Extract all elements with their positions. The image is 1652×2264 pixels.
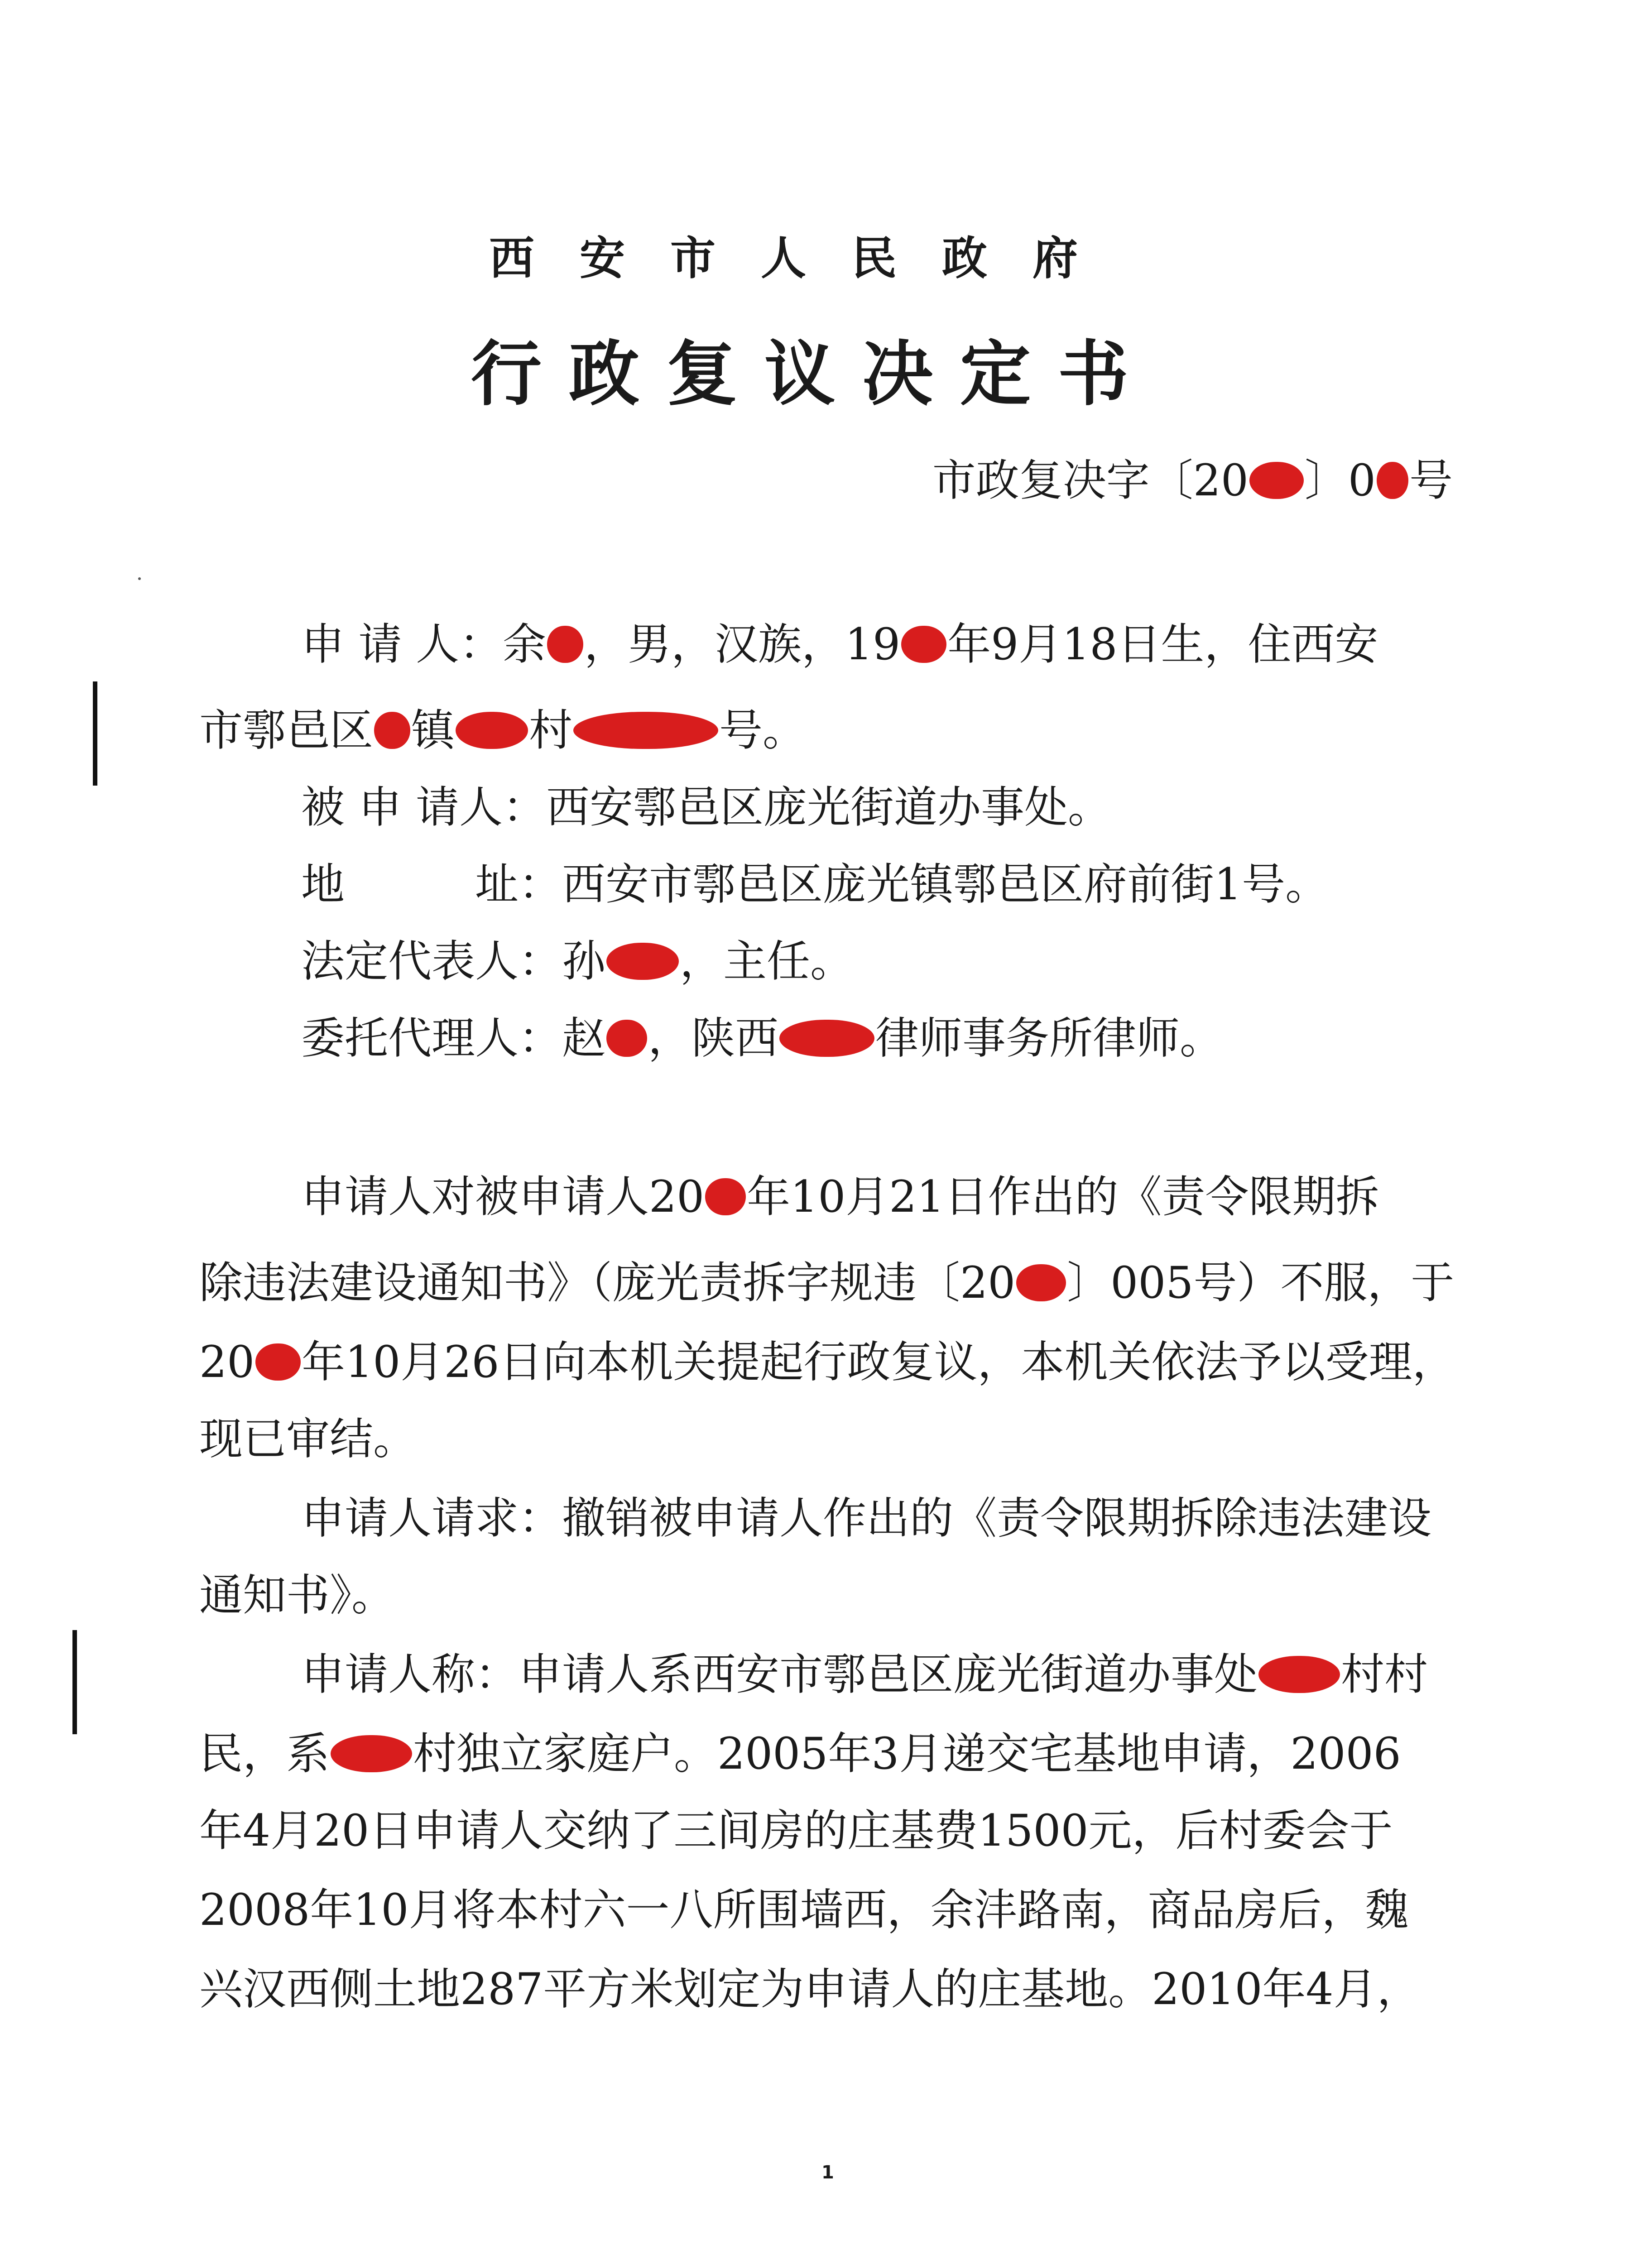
body-line <box>301 1171 1379 1222</box>
applicant-address-line <box>199 705 806 756</box>
margin-mark <box>72 1630 77 1734</box>
body-text: 年10月21日作出的《责令限期拆 <box>747 1171 1379 1222</box>
body-text: 20 <box>199 1337 255 1387</box>
doc-number-suffix: 号 <box>1409 455 1453 506</box>
body-line: 年4月20日申请人交纳了三间房的庄基费1500元，后村委会于 <box>199 1805 1393 1856</box>
body-text: 民，系 <box>199 1728 330 1779</box>
legal-rep-line <box>301 936 854 987</box>
address-value: 西安市鄠邑区庞光镇鄠邑区府前街1号。 <box>562 859 1329 910</box>
redaction-mark <box>547 626 583 663</box>
redaction-mark <box>374 712 410 749</box>
body-line: 2008年10月将本村六一八所围墙西，余沣路南，商品房后，魏 <box>199 1885 1409 1935</box>
body-line: 兴汉西侧土地287平方米划定为申请人的庄基地。2010年4月， <box>199 1964 1421 2015</box>
body-text: 除违法建设通知书》（庞光责拆字规违〔20 <box>199 1257 1016 1308</box>
body-text: 村独立家庭户。2005年3月递交宅基地申请，2006 <box>413 1728 1401 1779</box>
doc-number-mid: 〕0 <box>1304 455 1376 506</box>
redaction-mark <box>1016 1264 1066 1301</box>
applicant-info: ，男，汉族，19 <box>584 619 901 670</box>
document-number <box>932 446 1453 508</box>
redaction-mark <box>573 712 718 749</box>
legal-rep-title: ，主任。 <box>680 936 854 987</box>
respondent-line <box>301 782 1112 833</box>
margin-mark <box>93 681 97 786</box>
redaction-mark <box>1249 462 1304 499</box>
agent-firm: ，陕西 <box>648 1013 778 1064</box>
body-line <box>199 1728 1401 1779</box>
body-text: 〕005号）不服，于 <box>1067 1257 1455 1308</box>
body-text: 年10月26日向本机关提起行政复议，本机关依法予以受理， <box>302 1337 1456 1387</box>
document-title: 行政复议决定书 <box>471 332 1156 415</box>
body-text: 申请人对被申请人20 <box>301 1171 705 1222</box>
applicant-address: 市鄠邑区 <box>199 705 373 756</box>
body-text: 申请人称：申请人系西安市鄠邑区庞光街道办事处 <box>301 1649 1258 1700</box>
legal-rep-label: 法定代表人： <box>301 936 562 987</box>
body-line: 申请人请求：撤销被申请人作出的《责令限期拆除违法建设 <box>301 1493 1431 1544</box>
redaction-mark <box>331 1735 412 1772</box>
body-text: 村村 <box>1341 1649 1428 1700</box>
respondent-label: 被 申 请人： <box>301 782 547 833</box>
respondent-value: 西安鄠邑区庞光街道办事处。 <box>546 782 1112 833</box>
applicant-line <box>301 619 1378 670</box>
applicant-info: 年9月18日生，住西安 <box>947 619 1378 670</box>
redaction-mark <box>705 1178 746 1215</box>
scan-speck <box>138 577 141 580</box>
agent-firm: 律师事务所律师。 <box>875 1013 1223 1064</box>
body-line <box>301 1649 1428 1700</box>
body-line <box>199 1257 1455 1308</box>
redaction-mark <box>1258 1656 1340 1693</box>
doc-number-prefix: 市政复决字〔20 <box>932 455 1249 506</box>
applicant-surname: 余 <box>503 619 547 670</box>
page-number: 1 <box>821 2162 834 2183</box>
address-label: 地 址： <box>301 859 562 910</box>
applicant-label: 申 请 人： <box>301 619 503 670</box>
applicant-address: 村 <box>529 705 572 756</box>
address-line <box>301 859 1329 910</box>
issuer-heading: 西安市人民政府 <box>489 231 1123 285</box>
applicant-address: 号。 <box>719 705 806 756</box>
body-line: 通知书》。 <box>199 1570 395 1621</box>
agent-label: 委托代理人： <box>301 1013 562 1064</box>
body-line: 现已审结。 <box>199 1414 417 1464</box>
redaction-mark <box>1377 462 1408 499</box>
body-line <box>199 1337 1456 1387</box>
redaction-mark <box>606 1020 647 1057</box>
redaction-mark <box>901 626 946 663</box>
agent-surname: 赵 <box>562 1013 605 1064</box>
redaction-mark <box>456 712 528 749</box>
applicant-address: 镇 <box>411 705 455 756</box>
redaction-mark <box>779 1020 874 1057</box>
redaction-mark <box>606 943 679 980</box>
redaction-mark <box>255 1343 301 1381</box>
legal-rep-surname: 孙 <box>562 936 605 987</box>
agent-line <box>301 1013 1223 1064</box>
